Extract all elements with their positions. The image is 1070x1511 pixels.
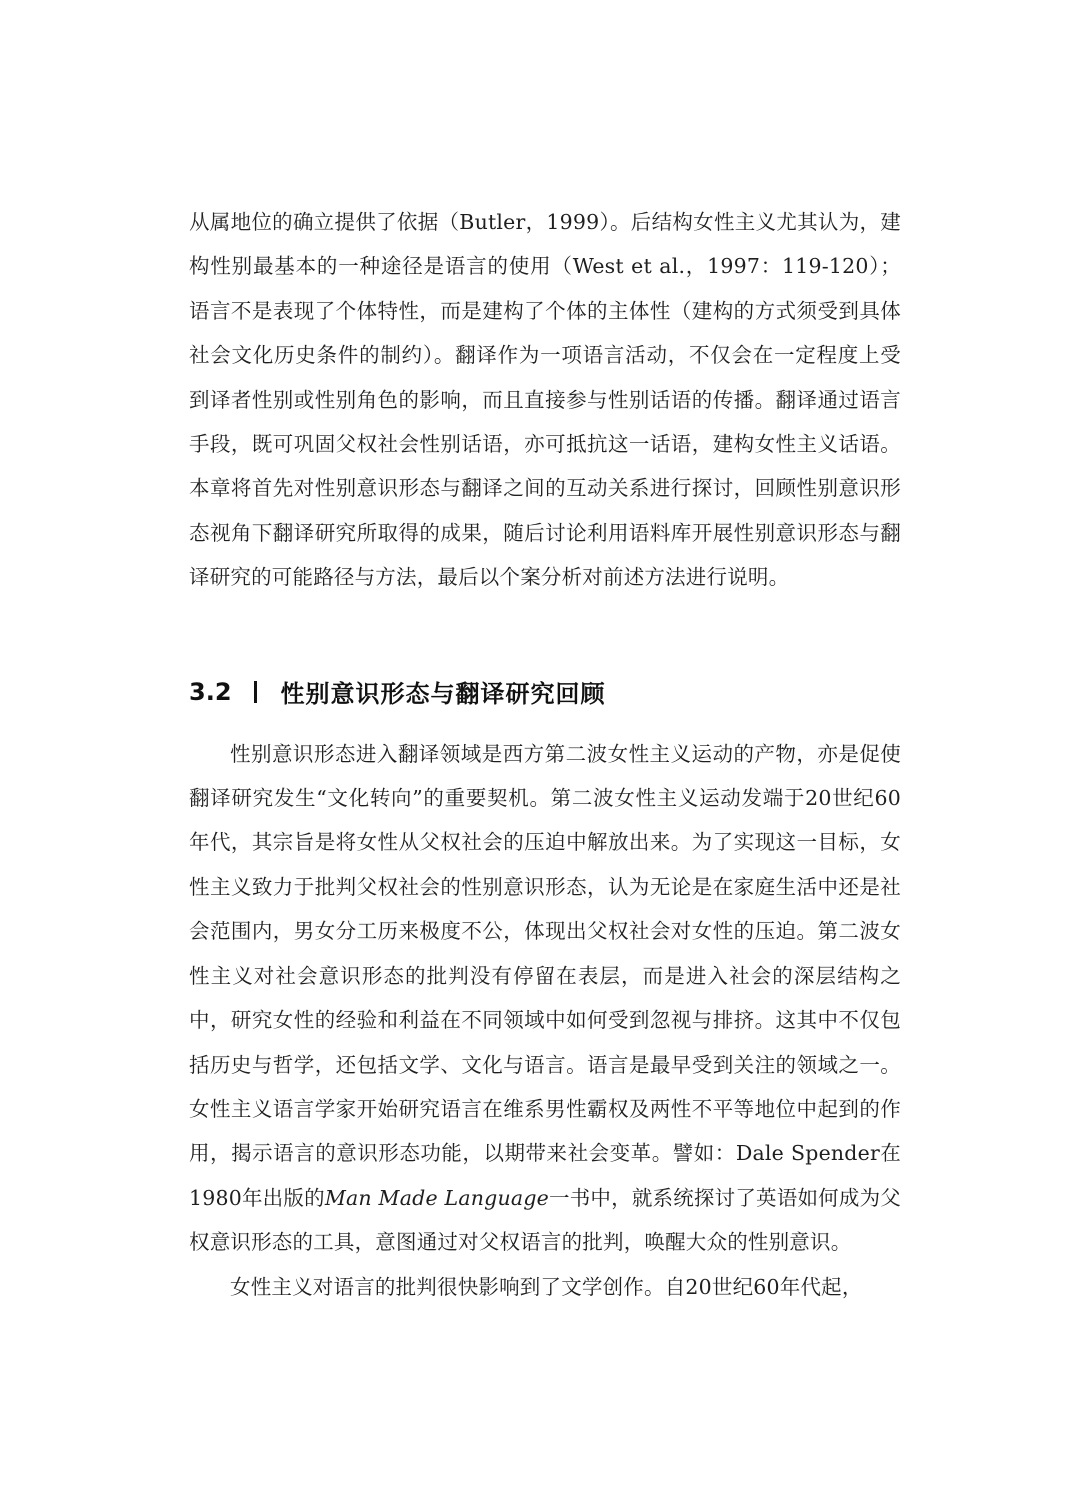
book-title: Man Made Language — [324, 1185, 549, 1210]
body-paragraph-1: 从属地位的确立提供了依据（Butler，1999）。后结构女性主义尤其认为，建构性别最基本的一种途径是语言的使用（West et al.，1997：119-120）；语言不是表现了个体特性，而是建构了个体的主体性（建构的方式须受到具体社会文化历史条件的制约）。翻译作为一项语言活动，不仅会在一定程度上受到译者性别或性别角色的影响，而且直接参与性别话语的传播。翻译通过语言手段，既可巩固父权社会性别话语，亦可抵抗这一话语，建构女性主义话语。本章将首先对性别意识形态与翻译之间的互动关系进行探讨，回顾性别意识形态视角下翻译研究所取得的成果，随后讨论利用语料库开展性别意识形态与翻译研究的可能路径与方法，最后以个案分析对前述方法进行说明。 — [189, 210, 901, 590]
section-title: 性别意识形态与翻译研究回顾 — [280, 680, 606, 709]
document-page — [189, 200, 901, 1309]
paragraph-2-text-end: 一书中，就系统探讨了英语如何成为父权意识形态的工具，意图通过对父权语言的批判，唤醒大众的性别意识。 — [189, 1185, 901, 1255]
section-heading — [189, 664, 901, 720]
body-paragraph-2 — [189, 732, 901, 1265]
section-divider — [254, 681, 257, 703]
body-paragraph-3: 女性主义对语言的批判很快影响到了文学创作。自20世纪60年代起， — [230, 1274, 863, 1299]
section-number: 3.2 — [189, 677, 232, 706]
paragraph-2-text-start: 性别意识形态进入翻译领域是西方第二波女性主义运动的产物，亦是促使翻译研究发生“文化转向”的重要契机。第二波女性主义运动发端于20世纪60年代，其宗旨是将女性从父权社会的压迫中解放出来。为了实现这一目标，女性主义致力于批判父权社会的性别意识形态，认为无论是在家庭生活中还是社会范围内，男女分工历来极度不公，体现出父权社会对女性的压迫。第二波女性主义对社会意识形态的批判没有停留在表层，而是进入社会的深层结构之中，研究女性的经验和利益在不同领域中如何受到忽视与排挤。这其中不仅包括历史与哲学，还包括文学、文化与语言。语言是最早受到关注的领域之一。女性主义语言学家开始研究语言在维系男性霸权及两性不平等地位中起到的作用，揭示语言的意识形态功能，以期带来社会变革。譬如：Dale Spender在1980年出版的 — [189, 741, 901, 1210]
